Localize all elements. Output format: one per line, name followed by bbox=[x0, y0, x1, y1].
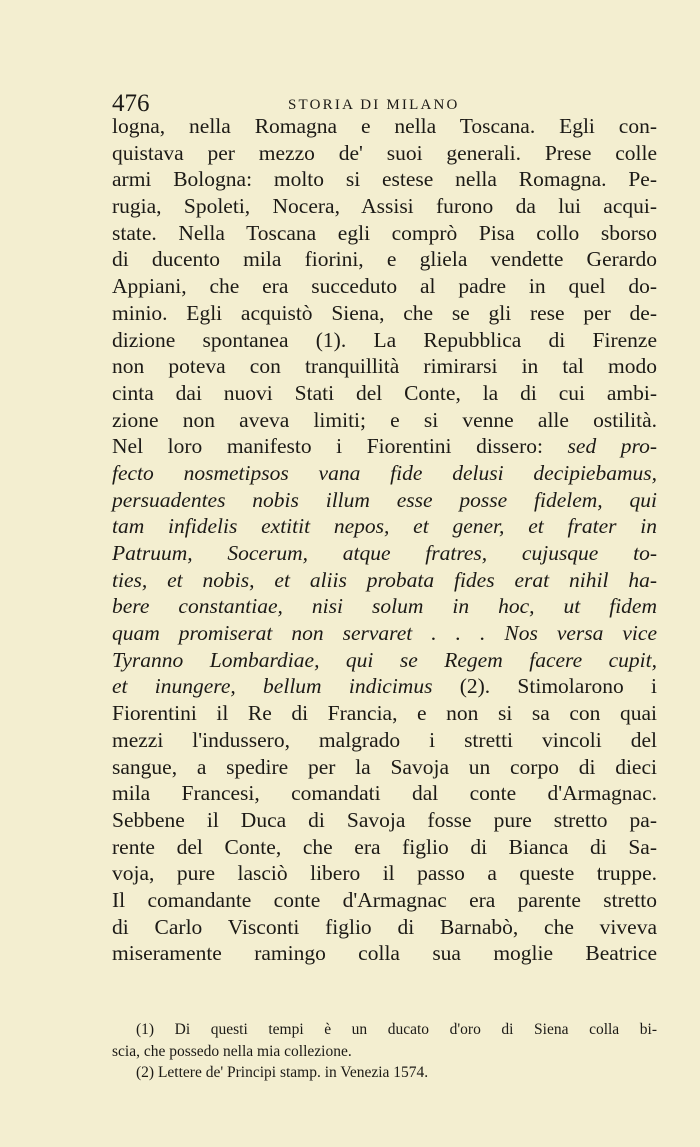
italic-quote-segment: quam promiserat non servaret . . . Nos versa vice bbox=[112, 621, 657, 646]
text-line bbox=[112, 807, 657, 834]
text-line bbox=[112, 780, 657, 807]
text-segment: voja, pure lasciò libero il passo a queste truppe. bbox=[112, 861, 657, 886]
text-line bbox=[112, 727, 657, 754]
running-title: STORIA DI MILANO bbox=[288, 97, 460, 113]
text-segment: cinta dai nuovi Stati del Conte, la di cui ambi- bbox=[112, 380, 657, 405]
text-line bbox=[112, 487, 657, 514]
text-line bbox=[112, 380, 657, 407]
italic-quote-segment: Tyranno Lombardiae, qui se Regem facere cupit, bbox=[112, 647, 657, 672]
main-text bbox=[112, 113, 657, 967]
text-line bbox=[112, 914, 657, 941]
text-line bbox=[112, 220, 657, 247]
text-segment: state. Nella Toscana egli comprò Pisa collo sborso bbox=[112, 220, 657, 245]
text-line bbox=[112, 166, 657, 193]
italic-quote-segment: Patruum, Socerum, atque fratres, cujusque to- bbox=[112, 541, 657, 565]
text-line bbox=[112, 193, 657, 220]
text-line bbox=[112, 834, 657, 861]
text-segment: armi Bologna: molto si estese nella Romagna. Pe- bbox=[112, 167, 657, 192]
italic-quote-segment: tam infidelis extitit nepos, et gener, et frater in bbox=[112, 514, 657, 539]
text-segment: non poteva con tranquillità rimirarsi in tal modo bbox=[112, 354, 657, 379]
text-segment: rente del Conte, che era figlio di Bianca di Sa- bbox=[112, 834, 657, 859]
text-segment: mila Francesi, comandati dal conte d'Armagnac. bbox=[112, 781, 657, 806]
text-line bbox=[112, 700, 657, 727]
text-segment: sangue, a spedire per la Savoja un corpo di dieci bbox=[112, 754, 657, 779]
footnote-line: (1) Di questi tempi è un ducato d'oro di Siena colla bi- bbox=[136, 1021, 657, 1038]
text-segment: Fiorentini il Re di Francia, e non si sa con quai bbox=[112, 701, 657, 726]
italic-quote-segment: sed pro- bbox=[567, 434, 658, 459]
footnote-line: (2) Lettere de' Principi stamp. in Venezia 1574. bbox=[136, 1064, 429, 1081]
italic-quote-segment: bere constantiae, nisi solum in hoc, ut fidem bbox=[112, 594, 657, 619]
text-segment: (2). Stimolarono i bbox=[432, 674, 657, 699]
text-line bbox=[112, 113, 657, 140]
text-line bbox=[112, 567, 657, 594]
text-line bbox=[112, 300, 657, 327]
text-line bbox=[112, 460, 657, 487]
text-line bbox=[112, 327, 657, 354]
text-segment: Il comandante conte d'Armagnac era parente stretto bbox=[112, 887, 657, 912]
text-segment: zione non aveva limiti; e si venne alle ostilità. bbox=[112, 407, 657, 432]
text-segment: Appiani, che era succeduto al padre in quel do- bbox=[112, 274, 657, 299]
text-segment: mezzi l'indussero, malgrado i stretti vincoli del bbox=[112, 727, 657, 752]
page-number: 476 bbox=[112, 90, 150, 117]
text-line bbox=[112, 593, 657, 620]
text-segment: quistava per mezzo de' suoi generali. Prese colle bbox=[112, 140, 657, 165]
italic-quote-segment: et inungere, bellum indicimus bbox=[112, 674, 433, 699]
italic-quote-segment: persuadentes nobis illum esse posse fidelem, qui bbox=[112, 487, 657, 512]
text-segment: miseramente ramingo colla sua moglie Beatrice bbox=[112, 941, 657, 966]
text-line bbox=[112, 754, 657, 781]
text-line bbox=[112, 940, 657, 967]
text-line bbox=[112, 513, 657, 540]
footnote-line: scia, che possedo nella mia collezione. bbox=[112, 1042, 352, 1060]
text-line bbox=[112, 860, 657, 887]
text-segment: Nel loro manifesto i Fiorentini dissero: bbox=[112, 434, 568, 459]
text-line bbox=[112, 620, 657, 647]
italic-quote-segment: fecto nosmetipsos vana fide delusi decipiebamus, bbox=[112, 460, 657, 485]
text-line bbox=[112, 433, 657, 460]
text-segment: logna, nella Romagna e nella Toscana. Egli con- bbox=[112, 114, 657, 138]
text-segment: dizione spontanea (1). La Repubblica di Firenze bbox=[112, 327, 657, 352]
text-line bbox=[112, 540, 657, 567]
text-segment: Sebbene il Duca di Savoja fosse pure stretto pa- bbox=[112, 807, 657, 832]
text-line bbox=[112, 140, 657, 167]
text-line bbox=[112, 246, 657, 273]
text-segment: di ducento mila fiorini, e gliela vendette Gerardo bbox=[112, 247, 657, 272]
text-line bbox=[112, 673, 657, 700]
text-segment: minio. Egli acquistò Siena, che se gli rese per de- bbox=[112, 300, 657, 325]
text-segment: di Carlo Visconti figlio di Barnabò, che viveva bbox=[112, 914, 657, 939]
italic-quote-segment: ties, et nobis, et aliis probata fides erat nihil ha- bbox=[112, 567, 657, 592]
text-line bbox=[112, 407, 657, 434]
text-line bbox=[112, 647, 657, 674]
footnotes bbox=[112, 1019, 657, 1084]
text-line bbox=[112, 353, 657, 380]
text-segment: rugia, Spoleti, Nocera, Assisi furono da lui acqui- bbox=[112, 194, 657, 219]
text-line bbox=[112, 273, 657, 300]
text-line bbox=[112, 887, 657, 914]
